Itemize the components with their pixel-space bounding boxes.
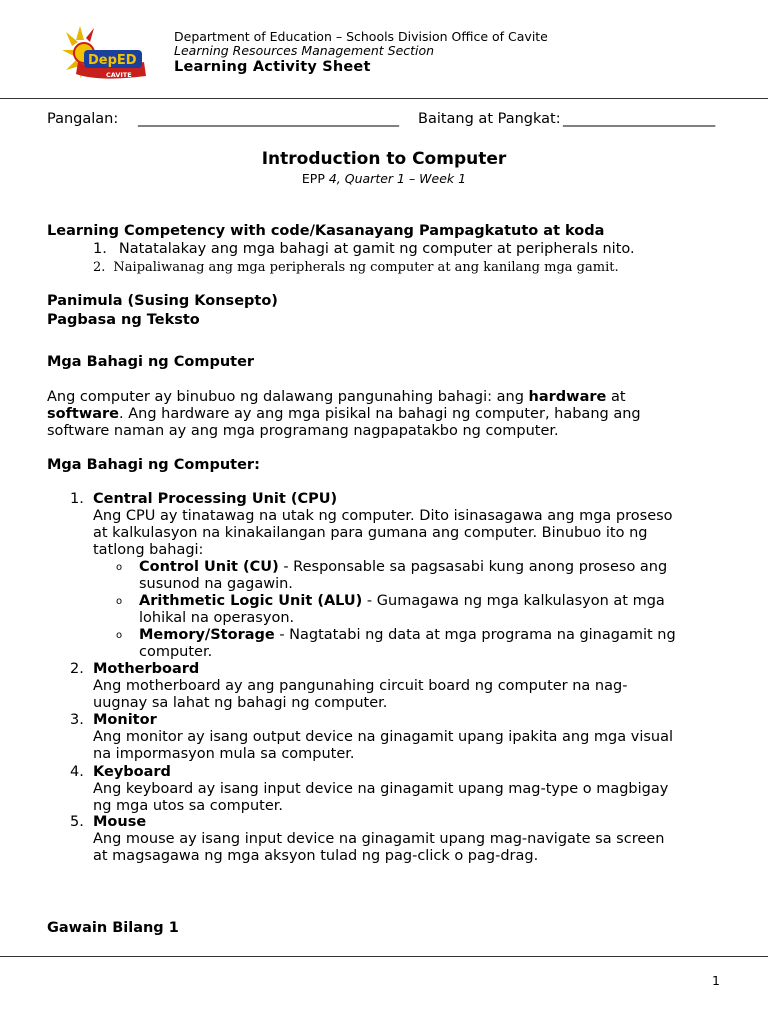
department-name: Department of Education – Schools Division Office of Cavite bbox=[174, 29, 548, 44]
deped-cavite-logo bbox=[58, 22, 158, 84]
name-label: Pangalan: bbox=[47, 111, 119, 127]
footer-divider bbox=[0, 956, 768, 957]
parts-list-heading: Mga Bahagi ng Computer: bbox=[47, 457, 260, 473]
svg-text:CAVITE: CAVITE bbox=[106, 71, 132, 79]
grade-label: Baitang at Pangkat: bbox=[418, 111, 561, 127]
name-field[interactable]: ____________________________________ bbox=[138, 111, 399, 127]
panimula-heading: Panimula (Susing Konsepto) bbox=[47, 293, 278, 309]
page-title: Introduction to Computer bbox=[261, 149, 507, 169]
competency-heading: Learning Competency with code/Kasanayang Pampagkatuto at koda bbox=[47, 223, 605, 239]
page-number: 1 bbox=[712, 973, 720, 988]
grade-field[interactable]: _____________________ bbox=[563, 111, 716, 127]
svg-text:DepED: DepED bbox=[88, 53, 137, 68]
sheet-title: Learning Activity Sheet bbox=[174, 59, 371, 75]
header-divider bbox=[0, 98, 768, 99]
intro-paragraph: Ang computer ay binubuo ng dalawang pangunahing bahagi: ang hardware at software. Ang hardware ay ang mga pisikal na bahagi ng computer, habang ang software naman ay ang mga programang nagpapatakbo ng computer. bbox=[47, 389, 641, 439]
competency-item-1: 1. Natatalakay ang mga bahagi at gamit ng computer at peripherals nito. bbox=[93, 241, 635, 257]
bahagi-heading: Mga Bahagi ng Computer bbox=[47, 354, 255, 370]
competency-item-2: 2. Naipaliwanag ang mga peripherals ng computer at ang kanilang mga gamit. bbox=[93, 260, 619, 275]
pagbasa-heading: Pagbasa ng Teksto bbox=[47, 312, 200, 328]
section-name: Learning Resources Management Section bbox=[174, 43, 435, 58]
page-subtitle: EPP 4, Quarter 1 – Week 1 bbox=[301, 171, 467, 186]
gawain-heading: Gawain Bilang 1 bbox=[47, 920, 179, 936]
